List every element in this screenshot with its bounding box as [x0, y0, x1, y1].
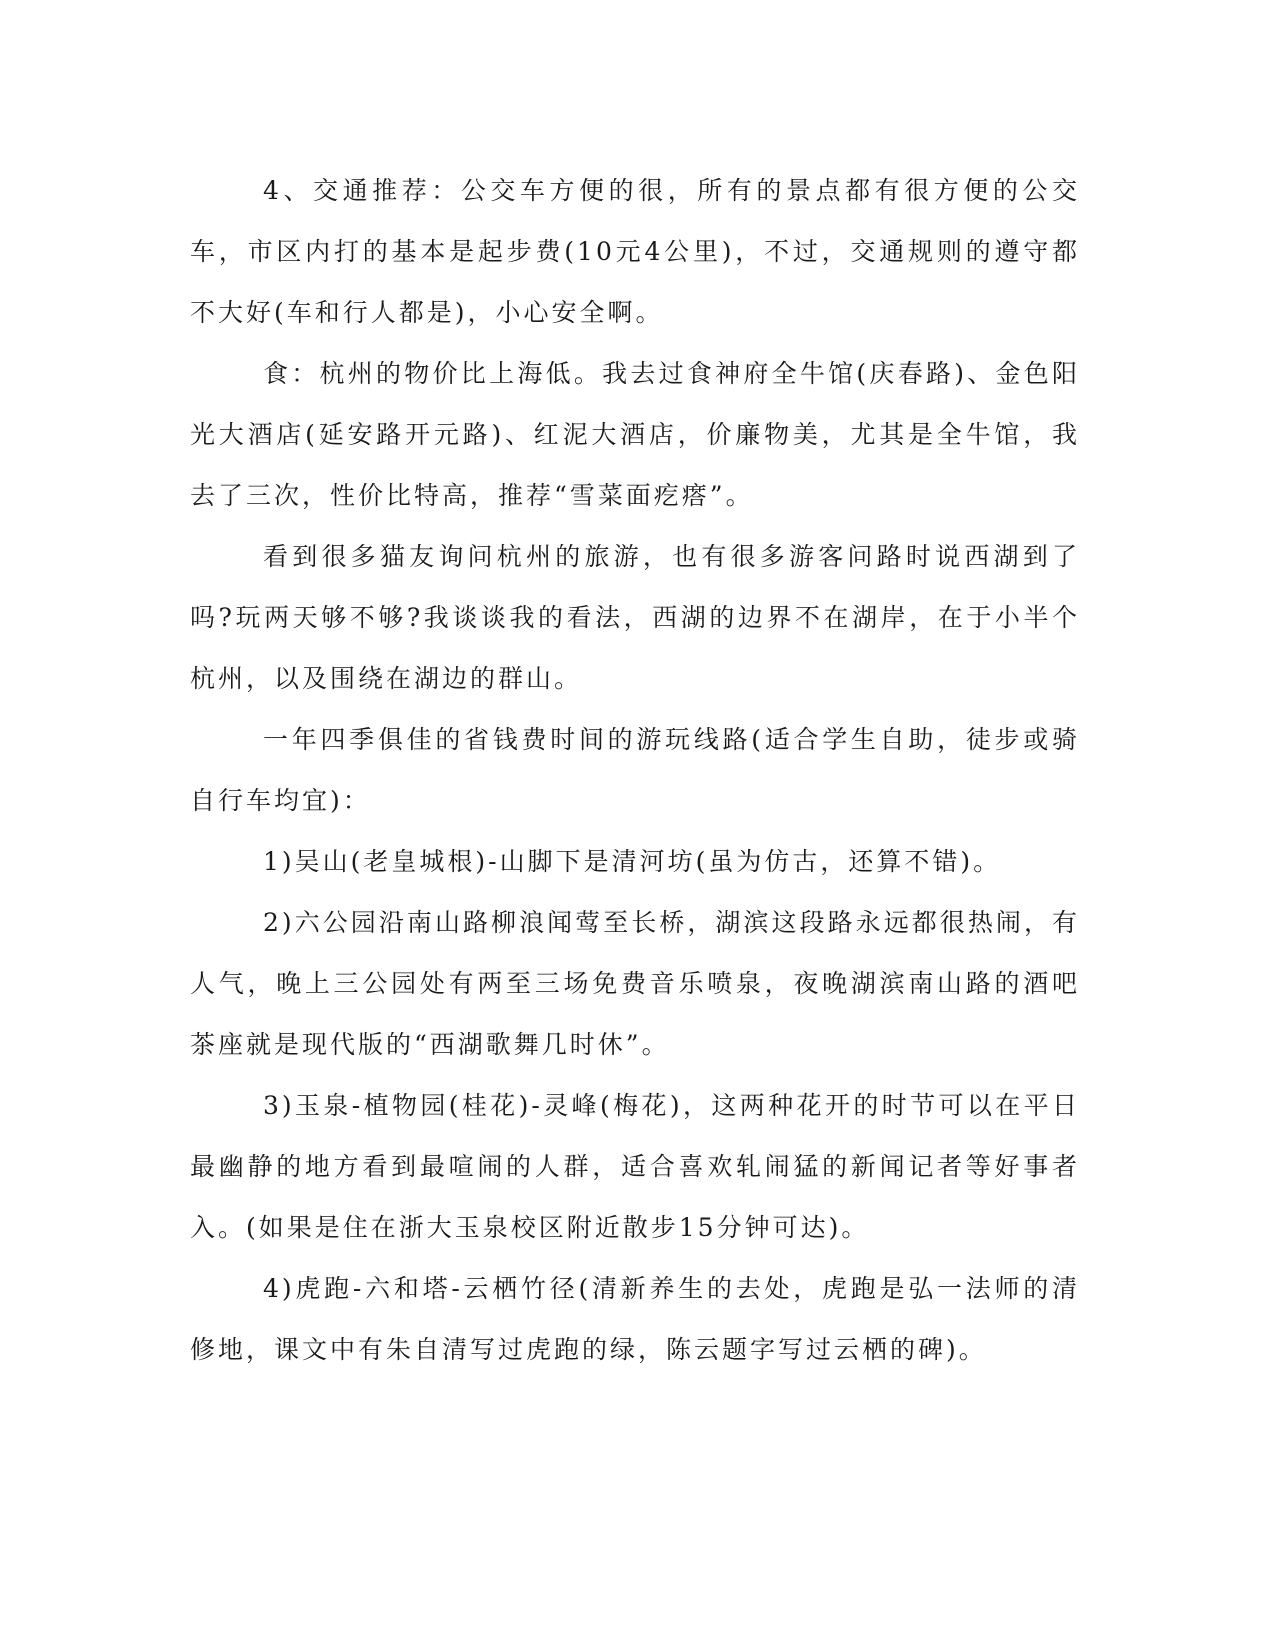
paragraph-route-4: 4)虎跑-六和塔-云栖竹径(清新养生的去处，虎跑是弘一法师的清修地，课文中有朱自清写过虎跑的绿，陈云题字写过云栖的碑)。	[190, 1274, 1080, 1364]
paragraph-route-1: 1)吴山(老皇城根)-山脚下是清河坊(虽为仿古，还算不错)。	[263, 847, 1002, 876]
body-text	[190, 160, 1080, 1380]
paragraph-route-3: 3)玉泉-植物园(桂花)-灵峰(梅花)，这两种花开的时节可以在平日最幽静的地方看到最喧闹的人群，适合喜欢轧闹猛的新闻记者等好事者入。(如果是住在浙大玉泉校区附近散步15分钟可达)。	[190, 1091, 1080, 1242]
paragraph-route-2: 2)六公园沿南山路柳浪闻莺至长桥，湖滨这段路永远都很热闹，有人气，晚上三公园处有两至三场免费音乐喷泉，夜晚湖滨南山路的酒吧茶座就是现代版的“西湖歌舞几时休”。	[190, 908, 1080, 1059]
paragraph-route-intro: 一年四季俱佳的省钱费时间的游玩线路(适合学生自助，徒步或骑自行车均宜)：	[190, 725, 1080, 815]
paragraph-west-lake: 看到很多猫友询问杭州的旅游，也有很多游客问路时说西湖到了吗?玩两天够不够?我谈谈我的看法，西湖的边界不在湖岸，在于小半个杭州，以及围绕在湖边的群山。	[190, 542, 1080, 693]
paragraph-food: 食：杭州的物价比上海低。我去过食神府全牛馆(庆春路)、金色阳光大酒店(延安路开元路)、红泥大酒店，价廉物美，尤其是全牛馆，我去了三次，性价比特高，推荐“雪菜面疙瘩”。	[190, 359, 1080, 510]
paragraph-transport: 4、交通推荐：公交车方便的很，所有的景点都有很方便的公交车，市区内打的基本是起步费(10元4公里)，不过，交通规则的遵守都不大好(车和行人都是)，小心安全啊。	[190, 176, 1080, 327]
